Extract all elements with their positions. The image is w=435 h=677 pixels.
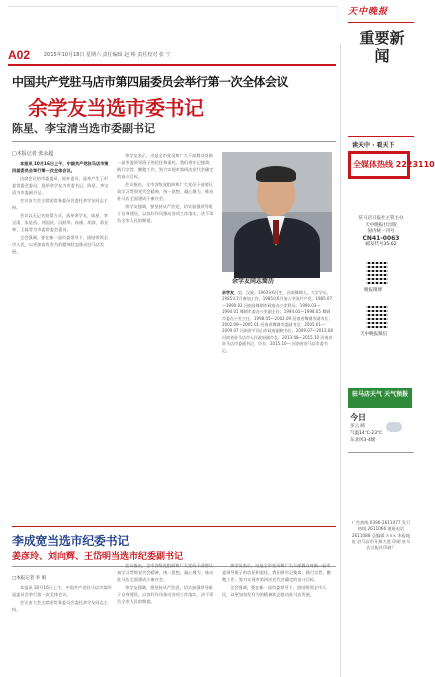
second-column-1 <box>12 584 112 674</box>
weather-desc: 多云 晴 <box>350 424 365 429</box>
article-byline: □本报记者 张永超 <box>12 151 54 157</box>
article-column-2 <box>117 152 217 522</box>
article-paragraph: 会议指出，全市各级党组织和广大党员干部要认真学习贯彻党代会精神，统一思想，凝心聚力，推动驻马店全面建成小康社会。 <box>117 563 214 582</box>
article-paragraph: 余学友强调，要坚持从严治党，切实加强领导班子自身建设，以良好作风推动各项工作落实，决不辜负全市人民的期望。 <box>117 204 214 223</box>
bio-text: 男，汉族，1963年6月生，河南舞钢人，大学学历，1985年7月参加工作，1985年6月加入中国共产党。1985.07—1990.03 河南省舞钢市政府办公室科员；1990.03—1994.01 舞钢市委办公室副主任；1994.01—1998.05 舞钢市委办公室主任；1998.05—2002.09 河南省舞钢市副市长；2002.09—2005.01 河南省舞钢市委副书记；2005.01—2009.07 河南省平顶山市政府副秘书长；2009.07—2013.08 河南省驻马店市人民政府副市长；2013.08—2015.10 河南省驻马店市委副书记、市长；2015.10— 河南省驻马店市委书记。 <box>222 290 333 353</box>
weather-banner-text: 驻马店天气 天气预报 <box>352 391 409 398</box>
cloud-icon <box>386 422 402 432</box>
second-byline: □本报记者 李 娟 <box>12 576 47 581</box>
article-headline: 余学友当选市委书记 <box>28 96 204 120</box>
logo-divider <box>348 22 414 23</box>
article-paragraph: 本报讯 10月16日上午，中国共产党驻马店市第四届委员会举行第一次全体会议。 <box>12 585 112 597</box>
sidebar-divider <box>340 44 341 677</box>
second-column-3 <box>222 562 334 674</box>
qr-caption: 晚报微博 <box>364 288 382 293</box>
bio-name: 余学友 <box>222 290 234 295</box>
biography: 余学友，男，汉族，1963年6月生，河南舞钢人，大学学历，1985年7月参加工作，1985年6月加入中国共产党。1985.07—1990.03 河南省舞钢市政府办公室科员；1990.03—1994.01 舞钢市委办公室副主任；1994.01—1998.05 舞钢市委办公室主任；1998.05—2002.09 河南省舞钢市副市长；2002.09—2005.01 河南省舞钢市委副书记；2005.01—2009.07 河南省平顶山市政府副秘书长；2009.07—2013.08 河南省驻马店市人民政府副市长；2013.08—2015.10 河南省驻马店市委副书记、市长；2015.10— 河南省驻马店市委书记。 <box>222 290 333 353</box>
hotline-banner <box>348 151 435 179</box>
weather-banner <box>348 388 412 408</box>
qr-code-icon <box>366 306 388 328</box>
title-divider <box>348 136 414 137</box>
teaser-text: 读天中 · 看天下 <box>352 142 395 149</box>
article-paragraph: 出席会议的市委委员、候补委员，选举产生了市委常委会委员，选举余学友为市委书记，陈星、李宝清为市委副书记。 <box>12 176 109 195</box>
section-title: 重要新闻 <box>359 29 405 65</box>
page-number: A02 <box>8 48 31 62</box>
article-paragraph: 全会强调，要在新一届市委领导下，团结带领全市人民，以更加奋发有为的精神状态推动驻马店发展。 <box>222 585 327 597</box>
photo-caption: 余学友同志简历 <box>232 278 275 285</box>
portrait-photo <box>222 152 332 272</box>
article-paragraph: 余学友强调，要坚持从严治党，切实加强领导班子自身建设，以良好作风推动各项工作落实，决不辜负全市人民的期望。 <box>117 585 214 604</box>
second-column-2 <box>117 562 217 674</box>
info-line: 国内统一刊号 <box>367 229 395 234</box>
info-line: 天中晚报社出版 <box>365 222 397 228</box>
article-subhead: 陈星、李宝清当选市委副书记 <box>12 122 155 135</box>
article-paragraph: 会议指出，全市各级党组织和广大党员干部要认真学习贯彻党代会精神，统一思想，凝心聚力，推动驻马店全面建成小康社会。 <box>117 182 214 201</box>
second-subhead: 姜彦玲、刘向辉、王岱明当选市纪委副书记 <box>12 552 184 562</box>
hotline-text: 全媒体热线 2223110 <box>353 160 435 169</box>
qr-code-icon <box>366 262 388 284</box>
article-paragraph: 会议由大会主席团常务委员会委托余学友同志主持。 <box>12 600 108 612</box>
article-column-1 <box>12 160 112 522</box>
contact-info: 广告热线 0396-2611077 发行热线 2611066 值班电话 2611088 总编辑 ××× 本报地址 驻马店市开源大道 印刷 驻马店日报社印刷厂 <box>351 520 411 551</box>
article-paragraph: 余学友表示，这是全市党员和广大干部群众对新一届市委领导班子的信任和重托。我们将牢记使命，践行宗旨，勤勉工作，努力实现市第四次党代会确定的奋斗目标。 <box>222 563 331 582</box>
article-paragraph: 余学友表示，这是全市党员和广大干部群众对新一届市委领导班子的信任和重托。我们将牢记使命，践行宗旨，勤勉工作，努力实现市第四次党代会确定的奋斗目标。 <box>117 153 214 179</box>
article-paragraph: 会议以无记名投票方式，选举余学友、陈星、李宝清、朱是西、刘国庆、冯跃华、孙刚、胡涛、蒋长林、王磊等为市委常委会委员。 <box>12 213 109 232</box>
article-paragraph: 全会强调，要在新一届市委领导下，团结带领全市人民，以更加奋发有为的精神状态推动驻马店发展。 <box>12 235 108 254</box>
article-kicker: 中国共产党驻马店市第四届委员会举行第一次全体会议 <box>12 75 289 89</box>
page-header <box>8 48 336 66</box>
section-divider <box>12 526 336 527</box>
weather-temp: 气温14℃-23℃ <box>350 431 383 436</box>
sidebar <box>342 0 435 677</box>
header-info: 2015年10月18日 星期六 责任编辑 赵 彬 责任校对 张 宁 <box>44 52 171 58</box>
top-divider <box>8 6 338 7</box>
headline-divider <box>12 141 336 142</box>
weather-info <box>350 412 412 444</box>
qr-caption: 天中晚报微信 <box>360 332 387 337</box>
second-headline: 李成宽当选市纪委书记 <box>12 534 130 548</box>
publication-info <box>350 216 412 249</box>
info-line: 邮发代号35-62 <box>365 242 397 247</box>
weather-label: 今日 <box>350 413 366 422</box>
article-paragraph: 本报讯 10月16日上午，中国共产党驻马店市第四届委员会举行第一次全体会议。 <box>12 161 109 173</box>
weather-divider <box>348 452 414 453</box>
info-line: 驻马店日报社主管主办 <box>358 216 404 221</box>
newspaper-logo: 天中晚报 <box>348 7 389 17</box>
info-line: CN41-0063 <box>362 234 400 242</box>
weather-wind: 东北风3-4级 <box>350 438 376 443</box>
article-paragraph: 会议由大会主席团常务委员会委托余学友同志主持。 <box>12 198 108 210</box>
